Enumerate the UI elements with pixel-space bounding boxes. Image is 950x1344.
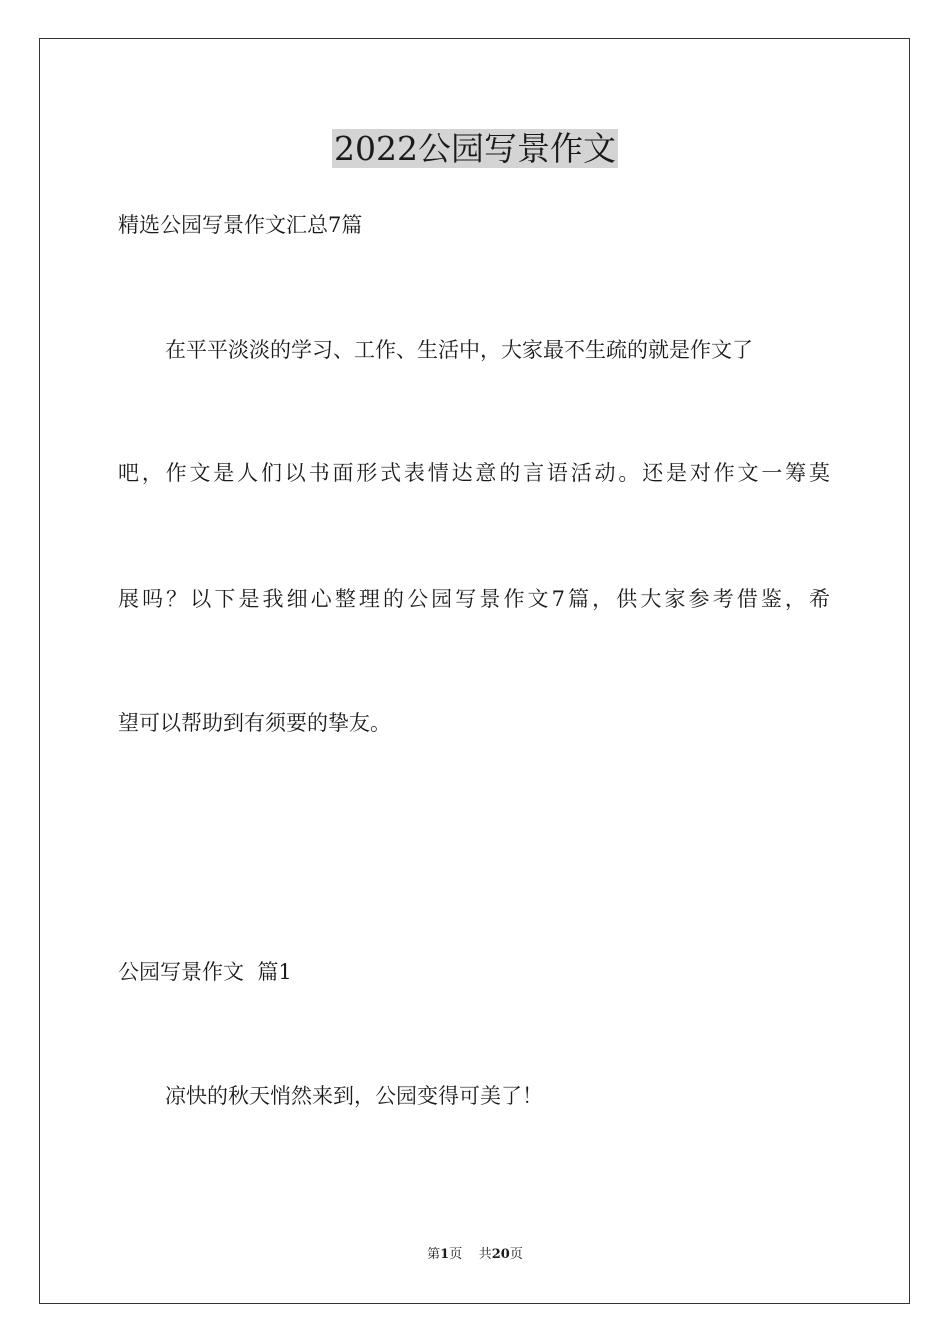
intro-line-4: 望可以帮助到有须要的挚友。 — [118, 711, 391, 735]
document-title-text: 2022公园写景作文 — [334, 129, 616, 168]
document-subtitle: 精选公园写景作文汇总7篇 — [118, 213, 363, 237]
intro-line-1: 在平平淡淡的学习、工作、生活中，大家最不生疏的就是作文了 — [165, 338, 753, 362]
footer-page-prefix: 第 — [427, 1247, 441, 1262]
footer-total-pages: 20 — [491, 1247, 510, 1262]
page-footer — [0, 1246, 950, 1264]
footer-total-prefix: 共 — [478, 1247, 492, 1262]
footer-page-suffix: 页 — [449, 1247, 463, 1262]
footer-page-number: 1 — [440, 1247, 450, 1262]
footer-total-suffix: 页 — [509, 1247, 523, 1262]
section-first-line: 凉快的秋天悄然来到，公园变得可美了！ — [165, 1084, 543, 1108]
intro-line-2: 吧，作文是人们以书面形式表情达意的言语活动。还是对作文一筹莫 — [118, 461, 830, 485]
document-title — [0, 128, 950, 170]
section-heading: 公园写景作文 篇1 — [118, 960, 292, 984]
intro-line-3: 展吗？以下是我细心整理的公园写景作文7篇，供大家参考借鉴，希 — [118, 587, 830, 611]
